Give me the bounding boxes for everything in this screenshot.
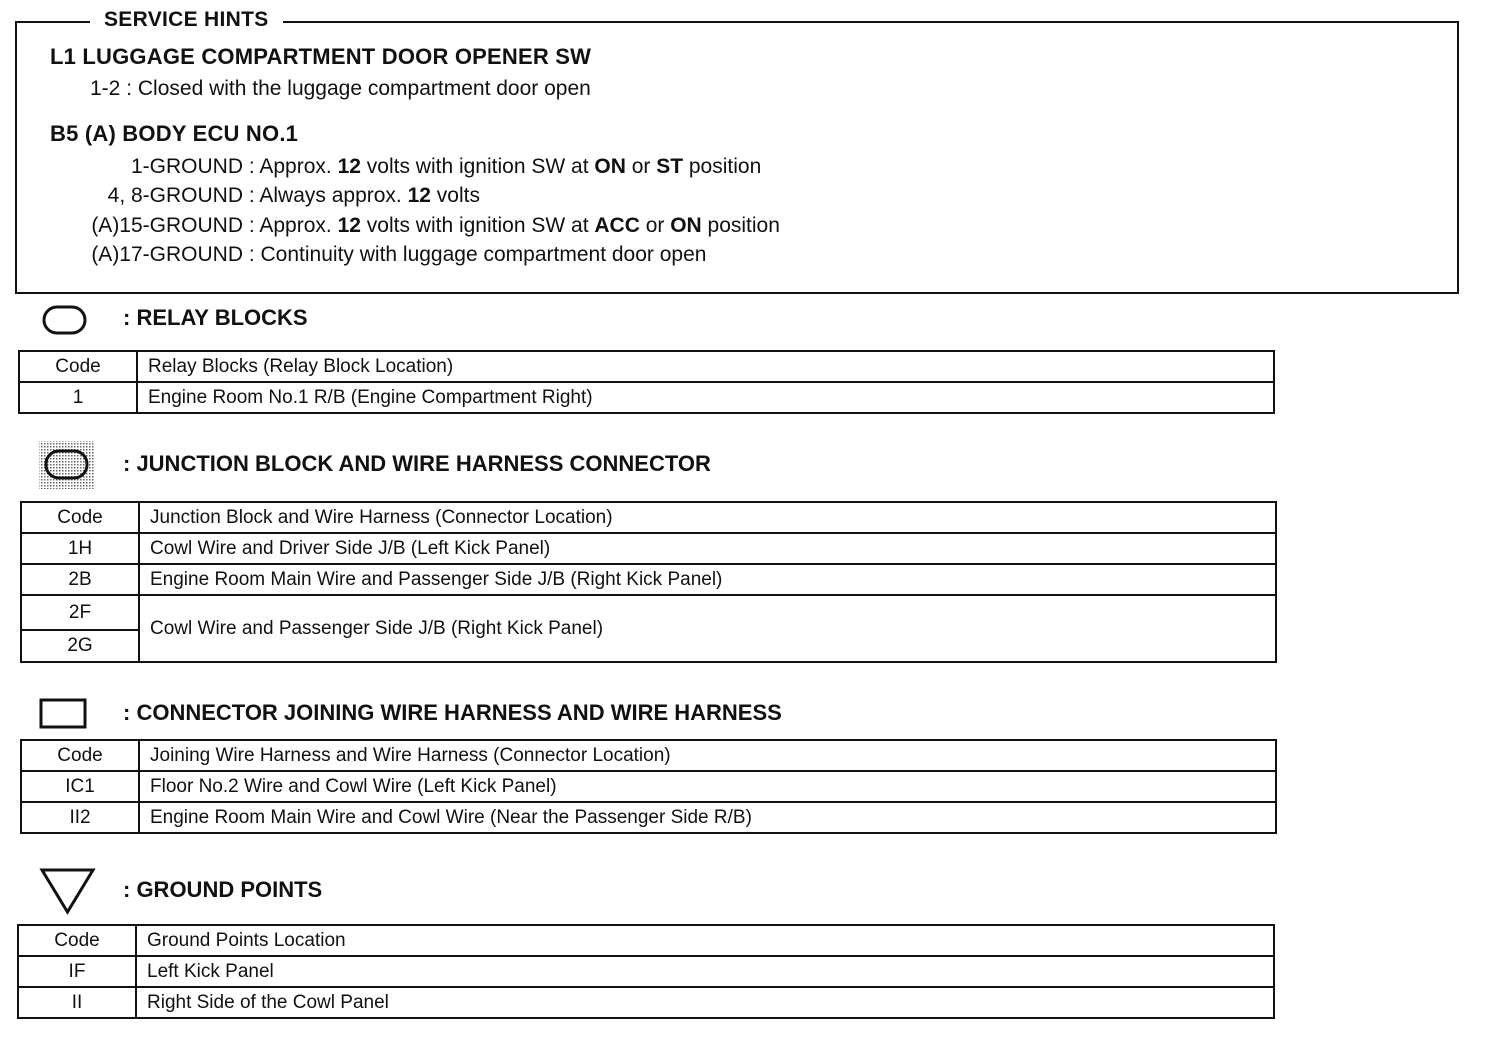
table-header-row: [21, 740, 1276, 771]
triangle-down-icon: [38, 866, 98, 916]
description-cell: Floor No.2 Wire and Cowl Wire (Left Kick Panel): [139, 771, 1276, 802]
description-cell: Cowl Wire and Driver Side J/B (Left Kick Panel): [139, 533, 1276, 564]
rounded-rectangle-icon: [40, 303, 90, 337]
hint-separator: :: [243, 184, 260, 207]
code-header: Code: [18, 925, 136, 956]
hint-separator: :: [243, 214, 260, 237]
description-header: Relay Blocks (Relay Block Location): [137, 351, 1274, 382]
hint-desc: Continuity with luggage compartment door open: [260, 243, 707, 266]
code-cell: II: [18, 987, 136, 1018]
table-row: [21, 595, 1276, 630]
table-row: [21, 802, 1276, 833]
hint-line-b5-2: [44, 184, 480, 208]
hint-desc: Closed with the luggage compartment door open: [137, 77, 591, 100]
description-cell: Engine Room Main Wire and Cowl Wire (Near the Passenger Side R/B): [139, 802, 1276, 833]
hint-desc-text: or: [639, 214, 671, 237]
table-row: [18, 987, 1274, 1018]
code-cell: 2G: [21, 630, 139, 662]
description-cell: Right Side of the Cowl Panel: [136, 987, 1274, 1018]
hint-separator: :: [120, 77, 138, 100]
ground-points-heading: : GROUND POINTS: [123, 877, 323, 902]
code-header: Code: [19, 351, 137, 382]
hint-desc-text: Always approx.: [259, 184, 408, 207]
code-cell: 2F: [21, 595, 139, 630]
component-title-b5: B5 (A) BODY ECU NO.1: [50, 121, 299, 146]
hint-line-b5-1: [44, 155, 761, 179]
hint-pin: 1-2: [90, 77, 121, 100]
hint-pin: 1-GROUND: [130, 155, 243, 178]
hint-desc-text: volts: [430, 184, 480, 207]
hint-separator: :: [243, 243, 261, 266]
relay-blocks-heading: : RELAY BLOCKS: [123, 305, 308, 330]
hint-line-b5-3: [44, 214, 780, 238]
connector-heading: : CONNECTOR JOINING WIRE HARNESS AND WIRE HARNESS: [123, 700, 782, 725]
hint-desc-text: position: [701, 214, 780, 237]
hint-separator: :: [243, 155, 260, 178]
description-header: Joining Wire Harness and Wire Harness (Connector Location): [139, 740, 1276, 771]
hint-desc-text: Approx.: [259, 155, 338, 178]
description-header: Ground Points Location: [136, 925, 1274, 956]
description-cell: Left Kick Panel: [136, 956, 1274, 987]
description-header: Junction Block and Wire Harness (Connector Location): [139, 502, 1276, 533]
hint-pin: (A)17-GROUND: [91, 243, 243, 266]
ground-points-table: [17, 924, 1275, 1019]
component-title-l1: L1 LUGGAGE COMPARTMENT DOOR OPENER SW: [50, 44, 592, 69]
code-cell: IF: [18, 956, 136, 987]
table-header-row: [21, 502, 1276, 533]
junction-block-heading: : JUNCTION BLOCK AND WIRE HARNESS CONNECTOR: [123, 451, 711, 476]
hint-pin: (A)15-GROUND: [91, 214, 243, 237]
connector-table: [20, 739, 1277, 834]
hint-line-l1-1: [90, 77, 591, 101]
code-header: Code: [21, 740, 139, 771]
table-row: [19, 382, 1274, 413]
hint-desc-value: ON: [594, 155, 626, 178]
hint-desc-text: volts with ignition SW at: [360, 214, 595, 237]
code-cell: 2B: [21, 564, 139, 595]
code-cell: II2: [21, 802, 139, 833]
table-row: [21, 771, 1276, 802]
code-cell: 1H: [21, 533, 139, 564]
hint-line-b5-4: [44, 243, 706, 267]
table-row: [21, 564, 1276, 595]
service-hints-title: SERVICE HINTS: [90, 8, 283, 32]
hint-desc-value: 12: [337, 155, 361, 178]
rectangle-icon: [38, 697, 88, 731]
junction-block-table: [20, 501, 1277, 663]
hint-desc-text: or: [625, 155, 657, 178]
table-header-row: [18, 925, 1274, 956]
description-cell: Engine Room Main Wire and Passenger Side J/B (Right Kick Panel): [139, 564, 1276, 595]
hint-pin: 4, 8-GROUND: [107, 184, 243, 207]
relay-blocks-table: [18, 350, 1275, 414]
table-row: [18, 956, 1274, 987]
description-cell: Engine Room No.1 R/B (Engine Compartment Right): [137, 382, 1274, 413]
hint-desc-value: ST: [656, 155, 684, 178]
hint-desc-text: position: [683, 155, 762, 178]
hint-desc-value: 12: [407, 184, 431, 207]
hint-desc-value: ACC: [594, 214, 640, 237]
hint-desc-value: ON: [670, 214, 702, 237]
hint-desc-value: 12: [337, 214, 361, 237]
code-header: Code: [21, 502, 139, 533]
description-cell: Cowl Wire and Passenger Side J/B (Right Kick Panel): [139, 595, 1276, 662]
table-row: [21, 533, 1276, 564]
hint-desc-text: Approx.: [259, 214, 338, 237]
shaded-rounded-rectangle-icon: [38, 440, 96, 490]
hint-desc-text: volts with ignition SW at: [360, 155, 595, 178]
code-cell: 1: [19, 382, 137, 413]
table-header-row: [19, 351, 1274, 382]
code-cell: IC1: [21, 771, 139, 802]
